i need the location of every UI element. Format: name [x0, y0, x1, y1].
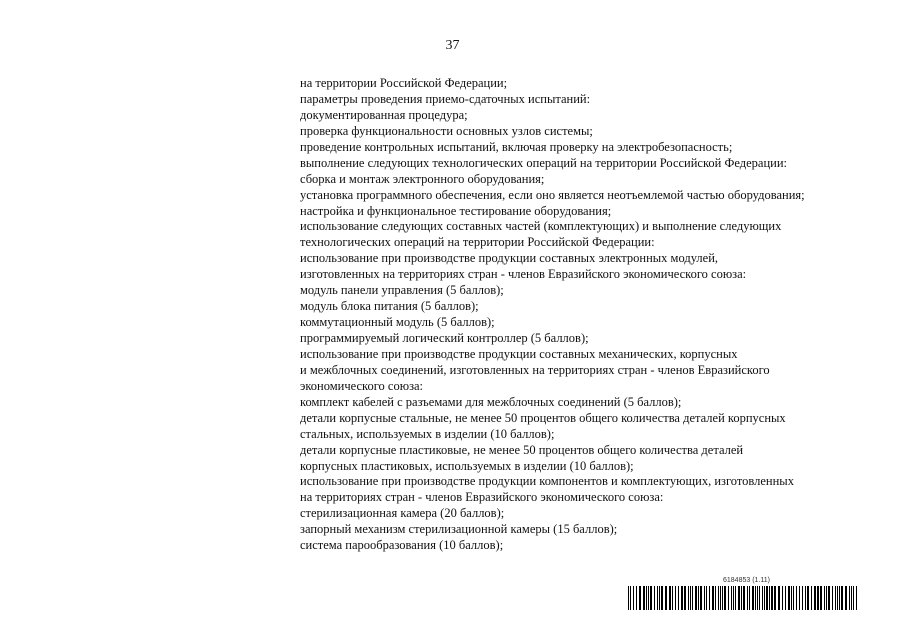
barcode-bar: [841, 586, 843, 610]
barcode-bar: [826, 586, 827, 610]
text-line: комплект кабелей с разъемами для межблочных соединений (5 баллов);: [300, 394, 682, 409]
text-line: технологических операций на территории Российской Федерации:: [300, 235, 655, 250]
text-line: экономического союза:: [300, 378, 424, 393]
barcode-bar: [672, 586, 673, 610]
barcode-bar: [817, 586, 819, 610]
barcode-bar: [628, 586, 629, 610]
text-line: стальных, используемых в изделии (10 баллов);: [300, 426, 555, 441]
barcode-bar: [735, 586, 736, 610]
barcode-bar: [802, 586, 803, 610]
text-line: и межблочных соединений, изготовленных на территориях стран - членов Евразийского: [300, 362, 770, 377]
barcode-bar: [788, 586, 790, 610]
barcode-bar: [700, 586, 702, 610]
barcode-bar: [718, 586, 719, 610]
text-line: на территории Российской Федерации;: [300, 76, 508, 90]
barcode-bar: [715, 586, 716, 610]
barcode-bar: [692, 586, 693, 610]
barcode-bar: [712, 586, 714, 610]
text-line: проверка функциональности основных узлов системы;: [300, 123, 593, 138]
barcode-bar: [849, 586, 850, 610]
document-code: 6184853 (1.11): [723, 577, 770, 584]
barcode-bar: [771, 586, 773, 610]
barcode-bar: [807, 586, 809, 610]
barcode-bar: [785, 586, 786, 610]
text-line: детали корпусные пластиковые, не менее 50 процентов общего количества деталей: [300, 442, 744, 457]
barcode-bar: [706, 586, 707, 610]
barcode-bar: [762, 586, 763, 610]
barcode-bar: [793, 586, 794, 610]
barcode-bar: [633, 586, 634, 610]
barcode-bar: [661, 586, 663, 610]
barcode-bar: [774, 586, 776, 610]
barcode-bar: [654, 586, 655, 610]
text-line: модуль панели управления (5 баллов);: [300, 283, 504, 298]
barcode-bar: [811, 586, 812, 610]
barcode-bar: [669, 586, 671, 610]
barcode-bar: [755, 586, 756, 610]
barcode-bar: [657, 586, 658, 610]
text-line: проведение контрольных испытаний, включая проверку на электробезопасность;: [300, 139, 733, 154]
barcode-bar: [684, 586, 686, 610]
barcode-bar: [720, 586, 721, 610]
text-line: система парообразования (10 баллов);: [300, 538, 504, 553]
barcode-bar: [646, 586, 647, 610]
text-line: использование следующих составных частей (комплектующих) и выполнение следующих: [300, 219, 782, 234]
text-line: настройка и функциональное тестирование оборудования;: [300, 203, 612, 218]
text-line: использование при производстве продукции компонентов и комплектующих, изготовленных: [300, 474, 794, 489]
text-line: документированная процедура;: [300, 107, 468, 122]
barcode-bar: [851, 586, 852, 610]
text-line: изготовленных на территориях стран - членов Евразийского экономического союза:: [300, 267, 747, 282]
barcode-bar: [630, 586, 631, 610]
text-line: использование при производстве продукции составных механических, корпусных: [300, 346, 738, 361]
barcode-bar: [733, 586, 734, 610]
barcode-bar: [738, 586, 740, 610]
barcode-bar: [743, 586, 745, 610]
barcode-bar: [845, 586, 847, 610]
page-number: 37: [445, 38, 460, 53]
barcode-bar: [724, 586, 726, 610]
text-line: сборка и монтаж электронного оборудования;: [300, 171, 545, 186]
barcode-bar: [665, 586, 667, 610]
barcode-bar: [648, 586, 649, 610]
text-line: выполнение следующих технологических операций на территории Российской Федерации:: [300, 155, 787, 170]
barcode-bar: [704, 586, 705, 610]
text-line: стерилизационная камера (20 баллов);: [300, 506, 505, 521]
text-line: установка программного обеспечения, если оно является неотъемлемой частью оборудования;: [300, 187, 805, 202]
barcode-bar: [791, 586, 792, 610]
barcode-bar: [709, 586, 710, 610]
text-line: коммутационный модуль (5 баллов);: [300, 315, 495, 330]
barcode-bar: [835, 586, 836, 610]
barcode-bar: [837, 586, 838, 610]
text-line: программируемый логический контроллер (5 баллов);: [300, 331, 589, 345]
barcode-bar: [675, 586, 676, 610]
barcode-bar: [636, 586, 637, 610]
text-line: детали корпусные стальные, не менее 50 процентов общего количества деталей корпусных: [300, 410, 786, 425]
barcode-bar: [741, 586, 742, 610]
barcode-bar: [690, 586, 691, 610]
barcode-bar: [828, 586, 830, 610]
barcode-bar: [695, 586, 697, 610]
barcode-bar: [681, 586, 683, 610]
barcode-image: [628, 586, 858, 610]
barcode-bar: [769, 586, 770, 610]
barcode-bar: [678, 586, 679, 610]
barcode-bar: [814, 586, 816, 610]
text-line: корпусных пластиковых, используемых в изделии (10 баллов);: [300, 458, 634, 473]
barcode-bar: [766, 586, 768, 610]
barcode-bar: [856, 586, 857, 610]
barcode-bar: [805, 586, 806, 610]
barcode-bar: [722, 586, 723, 610]
barcode-bar: [749, 586, 750, 610]
barcode-bar: [832, 586, 833, 610]
text-line: использование при производстве продукции составных электронных модулей,: [300, 251, 719, 266]
barcode-bar: [796, 586, 797, 610]
text-line: на территориях стран - членов Евразийского экономического союза:: [300, 490, 664, 505]
barcode-bar: [650, 586, 652, 610]
barcode-bar: [853, 586, 854, 610]
barcode-bar: [639, 586, 641, 610]
barcode-bar: [643, 586, 645, 610]
barcode-bar: [659, 586, 660, 610]
barcode-bar: [747, 586, 748, 610]
barcode-bar: [728, 586, 729, 610]
barcode-bar: [759, 586, 760, 610]
barcode-bar: [688, 586, 689, 610]
text-line: запорный механизм стерилизационной камеры (15 баллов);: [300, 522, 618, 537]
barcode-bar: [839, 586, 840, 610]
document-body: [300, 76, 875, 554]
barcode-bar: [778, 586, 780, 610]
text-line: параметры проведения приемо-сдаточных испытаний:: [300, 91, 591, 106]
barcode-bar: [764, 586, 765, 610]
barcode-bar: [757, 586, 758, 610]
barcode-bar: [731, 586, 732, 610]
barcode-bar: [820, 586, 822, 610]
barcode-bar: [824, 586, 825, 610]
barcode-bar: [698, 586, 699, 610]
barcode-bar: [799, 586, 800, 610]
barcode-bar: [752, 586, 754, 610]
text-line: модуль блока питания (5 баллов);: [300, 299, 479, 314]
barcode-bar: [782, 586, 783, 610]
